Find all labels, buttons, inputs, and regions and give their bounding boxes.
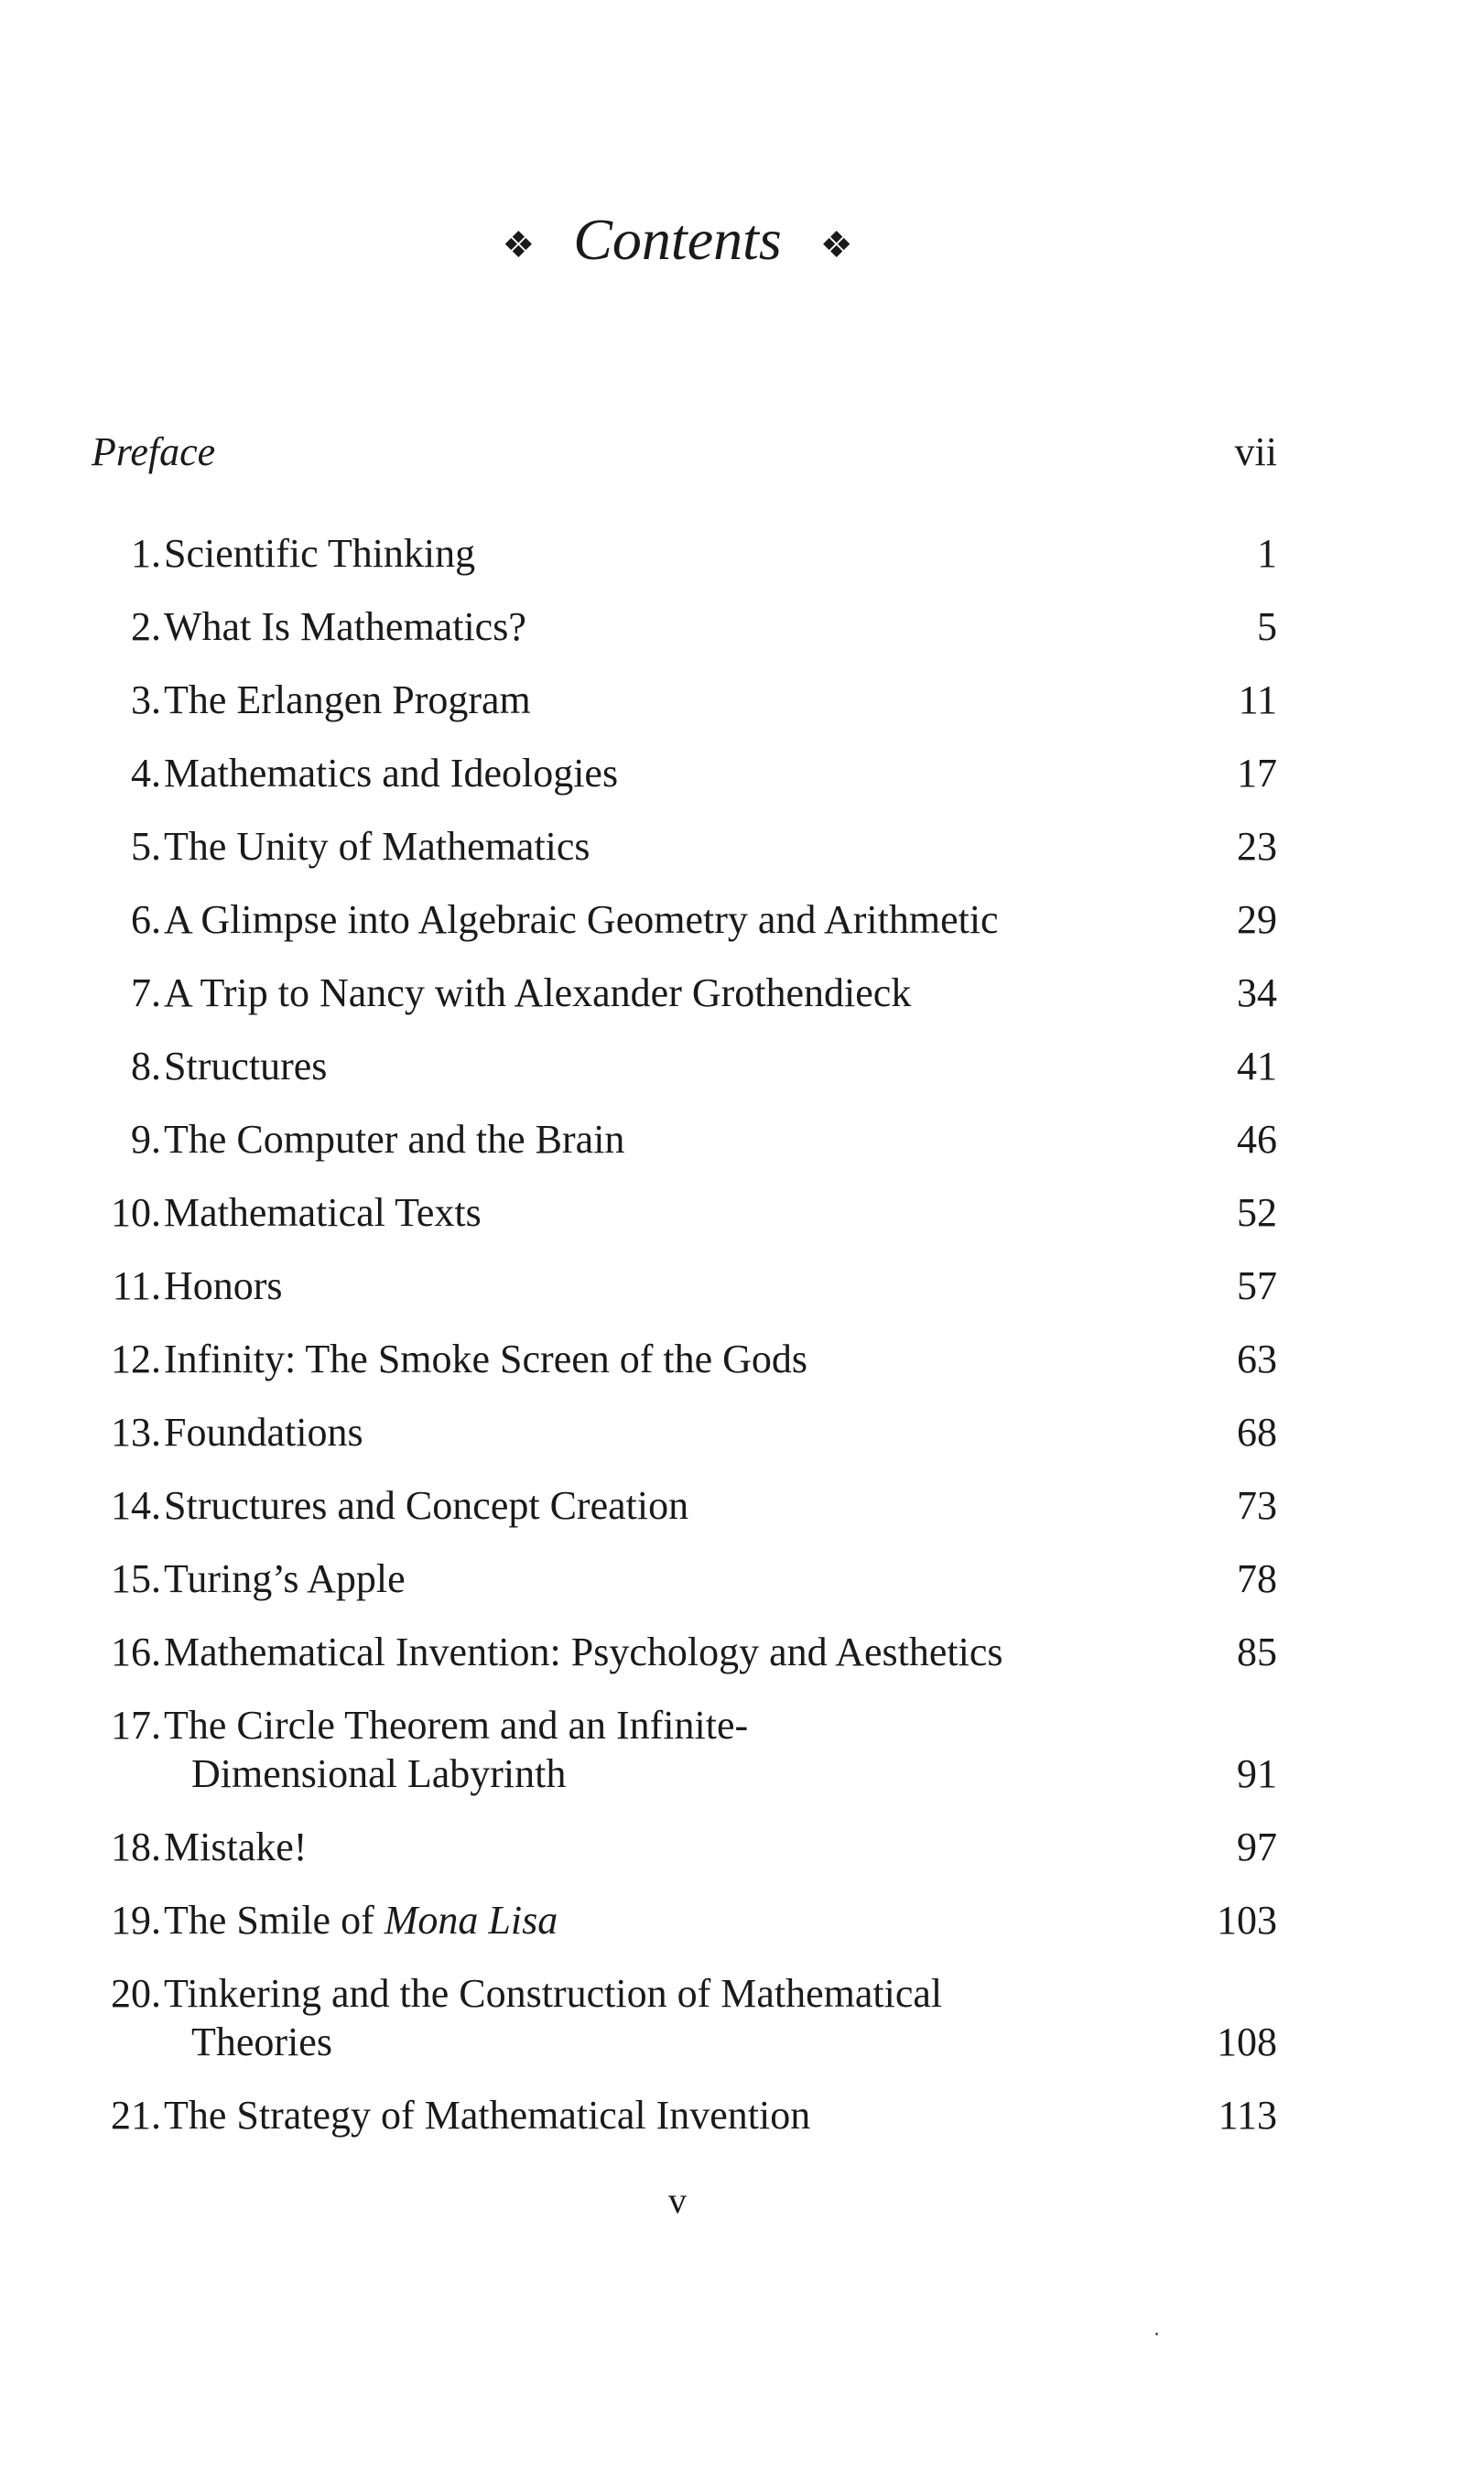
toc-entry-number: 21. bbox=[111, 2093, 161, 2138]
toc-entry[interactable] bbox=[92, 871, 1277, 944]
toc-entry[interactable] bbox=[92, 1871, 1277, 1944]
toc-entry-title: The Computer and the Brain bbox=[164, 1117, 625, 1162]
toc-entry[interactable] bbox=[92, 1017, 1277, 1090]
toc-entry-page: 78 bbox=[1237, 1556, 1277, 1601]
toc-entry-title: The Erlangen Program bbox=[164, 677, 531, 722]
contents-heading: Contents bbox=[573, 207, 782, 272]
toc-entry-title bbox=[164, 1701, 1149, 1798]
toc-entry-number: 7. bbox=[131, 970, 161, 1015]
toc-entry-number: 13. bbox=[111, 1410, 161, 1455]
toc-entry-number: 1. bbox=[131, 531, 161, 576]
toc-entry-number: 12. bbox=[111, 1337, 161, 1381]
toc-entry[interactable] bbox=[92, 1798, 1277, 1871]
toc-entry-title-line2: Theories bbox=[191, 2020, 332, 2064]
toc-entry-title: Structures and Concept Creation bbox=[164, 1483, 689, 1528]
toc-entry[interactable] bbox=[92, 1164, 1277, 1237]
print-speck bbox=[1155, 2333, 1158, 2335]
toc-entry-preface[interactable] bbox=[92, 403, 1277, 476]
toc-entry-page: 63 bbox=[1237, 1337, 1277, 1381]
toc-entry-number: 2. bbox=[131, 604, 161, 649]
toc-entry-title: Mathematical Invention: Psychology and Aesthetics bbox=[164, 1630, 1003, 1674]
ornament-right-icon: ❖ bbox=[819, 224, 853, 266]
toc-entry-number: 18. bbox=[111, 1825, 161, 1869]
toc-entry[interactable] bbox=[92, 724, 1277, 797]
toc-entry-page: 73 bbox=[1237, 1483, 1277, 1528]
ornament-left-icon: ❖ bbox=[502, 224, 536, 266]
toc-entry-page: 29 bbox=[1237, 897, 1277, 942]
toc-entry-title: Mathematics and Ideologies bbox=[164, 751, 619, 796]
toc-entry[interactable] bbox=[92, 504, 1277, 578]
toc-entry-title: Scientific Thinking bbox=[164, 531, 476, 576]
toc-entry-title: The Unity of Mathematics bbox=[164, 824, 590, 869]
toc-entry[interactable] bbox=[92, 1603, 1277, 1676]
toc-entry-title-line1: Tinkering and the Construction of Mathematical bbox=[164, 1971, 943, 2016]
toc-entry-page: 113 bbox=[1218, 2093, 1277, 2138]
toc-entry-number: 15. bbox=[111, 1556, 161, 1601]
toc-entry-title-line2: Dimensional Labyrinth bbox=[191, 1751, 567, 1796]
toc-entry[interactable] bbox=[92, 1383, 1277, 1457]
toc-entry-title-plain: The Smile of bbox=[164, 1898, 385, 1943]
toc-entry-page: 103 bbox=[1217, 1898, 1277, 1943]
toc-entry-number: 19. bbox=[111, 1898, 161, 1943]
toc-entry-page: 68 bbox=[1237, 1410, 1277, 1455]
toc-entry-title: A Glimpse into Algebraic Geometry and Arithmetic bbox=[164, 897, 999, 942]
toc-entry-title: Structures bbox=[164, 1044, 328, 1088]
toc-entry[interactable] bbox=[92, 2066, 1277, 2139]
toc-entry-title-italic: Mona Lisa bbox=[384, 1898, 558, 1943]
toc-entry-number: 9. bbox=[131, 1117, 161, 1162]
toc-entry-title: Mistake! bbox=[164, 1825, 308, 1869]
toc-entry-page: 5 bbox=[1257, 604, 1277, 649]
toc-entry-page: 11 bbox=[1238, 677, 1277, 722]
toc-entry-number: 14. bbox=[111, 1483, 161, 1528]
page-title bbox=[0, 207, 1355, 272]
toc-entry-page: 17 bbox=[1237, 751, 1277, 796]
toc-entry[interactable] bbox=[92, 944, 1277, 1017]
toc-entry-title: Mathematical Texts bbox=[164, 1190, 482, 1235]
toc-entry-number: 17. bbox=[111, 1703, 161, 1748]
toc-entry[interactable] bbox=[92, 1676, 1277, 1798]
toc-entry-page: 85 bbox=[1237, 1630, 1277, 1674]
toc-entry-title: Foundations bbox=[164, 1410, 363, 1455]
toc-entry-number: 3. bbox=[131, 677, 161, 722]
toc-entry-title: Infinity: The Smoke Screen of the Gods bbox=[164, 1337, 808, 1381]
toc-entry-number: 4. bbox=[131, 751, 161, 796]
toc-entry-page: 34 bbox=[1237, 970, 1277, 1015]
toc-entry-title bbox=[164, 1896, 1149, 1944]
toc-entry-title: The Strategy of Mathematical Invention bbox=[164, 2093, 811, 2138]
toc-entry-title: Preface bbox=[92, 429, 216, 474]
toc-entry[interactable] bbox=[92, 578, 1277, 651]
toc-entry-title-line1: The Circle Theorem and an Infinite- bbox=[164, 1703, 749, 1748]
toc-entry-page: 1 bbox=[1257, 531, 1277, 576]
toc-entry[interactable] bbox=[92, 1944, 1277, 2066]
toc-entry-page: 97 bbox=[1237, 1825, 1277, 1869]
toc-entry[interactable] bbox=[92, 1530, 1277, 1603]
toc-entry-number: 16. bbox=[111, 1630, 161, 1674]
toc-entry-number: 6. bbox=[131, 897, 161, 942]
toc-entry-number: 20. bbox=[111, 1971, 161, 2016]
toc-entry-page: 41 bbox=[1237, 1044, 1277, 1088]
toc-entry-page: 52 bbox=[1237, 1190, 1277, 1235]
page-number: v bbox=[668, 2180, 687, 2221]
toc-entry-number: 11. bbox=[112, 1263, 161, 1308]
table-of-contents bbox=[92, 403, 1277, 2139]
toc-entry[interactable] bbox=[92, 651, 1277, 724]
toc-entry-page: 108 bbox=[1217, 2020, 1277, 2064]
toc-entry[interactable] bbox=[92, 1237, 1277, 1310]
toc-entry-title: What Is Mathematics? bbox=[164, 604, 526, 649]
toc-entry-title: Honors bbox=[164, 1263, 283, 1308]
toc-entry-page: 91 bbox=[1237, 1751, 1277, 1796]
toc-entry[interactable] bbox=[92, 1457, 1277, 1530]
toc-entry[interactable] bbox=[92, 797, 1277, 871]
toc-entry-title bbox=[164, 1969, 1149, 2066]
toc-entry[interactable] bbox=[92, 1090, 1277, 1164]
toc-entry-title: A Trip to Nancy with Alexander Grothendieck bbox=[164, 970, 912, 1015]
toc-entry-page: 46 bbox=[1237, 1117, 1277, 1162]
toc-entry-page: 23 bbox=[1237, 824, 1277, 869]
toc-entry[interactable] bbox=[92, 1310, 1277, 1383]
toc-entry-number: 8. bbox=[131, 1044, 161, 1088]
toc-entry-page: vii bbox=[1234, 429, 1277, 474]
toc-entry-number: 5. bbox=[131, 824, 161, 869]
toc-entry-title: Turing’s Apple bbox=[164, 1556, 406, 1601]
toc-entry-page: 57 bbox=[1237, 1263, 1277, 1308]
toc-entry-number: 10. bbox=[111, 1190, 161, 1235]
